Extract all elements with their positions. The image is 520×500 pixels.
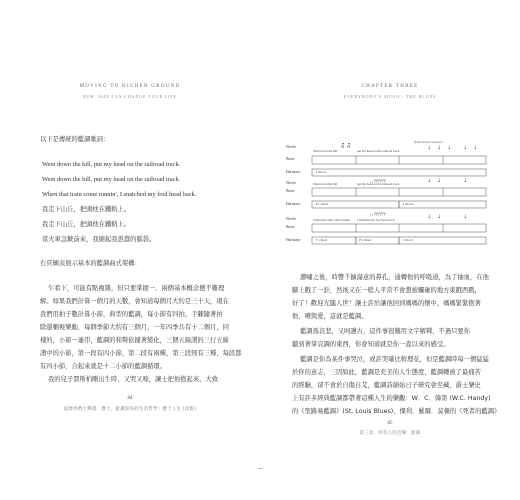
lyric-line-cn: 當火車急駛前來，我縮起我愚蠢的腦袋。 — [42, 236, 156, 243]
page-number: 85 — [387, 421, 393, 426]
row-label-beats: Beats — [286, 189, 295, 193]
quarter-note-icon: ♩ — [464, 178, 467, 184]
quarter-note-icon: ♩ — [438, 178, 441, 184]
lyric-cell: Went down the hill — [313, 182, 338, 186]
lyric-cell: When that train come runnin' — [313, 218, 351, 222]
body-line: 除還輔視樂動，每個季節大約有三個月，一年四季共有十二個月，同 — [40, 324, 229, 331]
body-line: 我們用拍子數計算小節，典型的藍調，每小節有四拍，手腳隨著拍 — [40, 311, 223, 318]
lyric-cell: put my head on the railroad track — [357, 182, 400, 186]
chord-cell: I chord — [403, 238, 413, 242]
quarter-note-icon: ♩ — [448, 145, 451, 151]
body-line: 腳上戳了一針，然後又在一般人平常不會想被觸碰的地方東戳西戳， — [292, 287, 481, 294]
body-line: 的經驗，卻不會於自傷自艾，藍調詩韻始日子研究會至藏，爵士樂史 — [292, 382, 481, 389]
lyric-line-en: Went down the hill, put my head on the railroad track. — [42, 161, 181, 168]
body-line: 我的兒子賈斯柏剛出生時，又哭又嚎，讓士把他抱起來，大致 — [48, 376, 219, 383]
body-line: 他，噴與愛，這就是藍調。 — [292, 313, 368, 320]
row-label-words: Words — [286, 181, 296, 185]
page-footer: 第三章．所有人的音樂：藍調 — [359, 431, 421, 436]
quarter-note-icon: ♩ — [464, 145, 467, 151]
lyric-line-cn: 我走下山丘，把頭枕在鐵軌上。 — [42, 221, 131, 228]
eighth-notes-icon: ♫ — [340, 143, 345, 149]
chord-cell: IV chord — [359, 238, 372, 242]
body-line: 藍調爲哀悲，又呵護古，這件事很難用文字解釋，不過只要你 — [300, 328, 471, 335]
gutter-mark — [258, 468, 263, 469]
quarter-note-icon: ♩ — [438, 214, 441, 220]
lyric-cell: I snatched my fool head back — [357, 218, 395, 222]
lyric-cell: Went down the hill — [313, 149, 338, 153]
chapter-label: CHAPTER THREE — [361, 84, 419, 89]
chord-cell: V chord — [316, 238, 327, 242]
body-line: 解。如果我們計算一個月的天數，會知道每個月大約是三十天，現在 — [40, 298, 229, 305]
chord-cell: I chord — [316, 170, 326, 174]
body-line: 乍看下，可能有點複雜，但只要掌握一、兩個基本概念便不難理 — [48, 285, 225, 292]
row-label-harmony: Harmony — [286, 170, 301, 174]
row-label-words: Words — [286, 217, 296, 221]
body-line: 譜中的小節，第一段有四小節，第二段有兩種，第三段則有三種，每段都 — [40, 350, 242, 357]
page-number: 84 — [127, 396, 133, 401]
body-line: 有四小節，合起來就是十二小節的藍調循環。 — [40, 363, 166, 370]
quarter-note-icon: ♩ — [438, 145, 441, 151]
body-line: 聽到著掌哀調的東西，你會知道就是你一直以來的感受。 — [292, 341, 450, 348]
body-line: 上有許多經典藍調都帶著這種人生的樂觀：W．C．韓第 (W.C. Handy) — [292, 395, 491, 402]
chapter-title: EVERYBODY'S MUSIC: THE BLUES — [343, 94, 437, 99]
body-line: 的《聖路易藍調》(St. Louis Blues)、傑利．羅爾．莫頓的《死者的藍調》 — [292, 408, 501, 415]
row-label-words: Words — [286, 145, 296, 149]
body-line: 好了！歡迎光臨人世！讓士許於讓他回到媽媽的懷中，媽媽緊緊抱著 — [292, 300, 481, 307]
right-running-head — [260, 84, 520, 99]
intro-paragraph: 以下是傳統的藍調歌詞： — [40, 136, 110, 143]
body-line: 濃嘯之後，時響千擴滿意的鼻孔，通轉他的呼吸道，為了抽血，在他 — [300, 274, 489, 281]
quarter-note-icon: ♩ — [474, 145, 477, 151]
row-label-beats: Beats — [286, 225, 295, 229]
body-line: 樣的，小節一連串，藍調的和聲依據著變化，三個五線譜的三行五線 — [40, 337, 229, 344]
eighth-notes-icon: ♫ — [346, 143, 351, 149]
lyric-line-en: Went down the hill, put my head on the railroad track. — [42, 176, 181, 183]
instrumental-callout: (Instrumental response) — [414, 140, 443, 144]
row-label-beats: Beats — [286, 157, 295, 161]
lyric-cell: put my head on the railroad track — [357, 149, 400, 153]
repeat-label: repeat line — [374, 212, 386, 215]
quarter-note-icon: ♩ — [428, 178, 431, 184]
chord-cell: IV chord — [316, 202, 329, 206]
quarter-note-icon: ♩ — [464, 214, 467, 220]
lyric-line-cn: 我走下山丘，把頭枕在鐵軌上。 — [42, 206, 131, 213]
chord-cell: I chord — [403, 202, 413, 206]
book-subtitle: HOW JAZZ CAN CHANGE YOUR LIFE — [82, 94, 178, 99]
repeat-label: repeat line — [374, 179, 386, 182]
quarter-note-icon: ♩ — [428, 145, 431, 151]
chart-caption: 右頁圖表展示基本的藍調曲式架構： — [40, 260, 141, 267]
lyric-line-en: When that train come runnin', I snatched my fool head back. — [42, 191, 197, 198]
book-title: MOVING TO HIGHER GROUND — [79, 84, 181, 89]
body-line: 於你的意志，三因如此，藍調是充美的人生態度，藍調轉被了最痛苦 — [292, 369, 481, 376]
row-label-harmony: Harmony — [286, 202, 301, 206]
row-label-harmony: Harmony — [286, 238, 301, 242]
body-line: 藍調是你為某件事哭泣，或許哭確比較理花，但是藍調時每一個猛猛 — [300, 356, 489, 363]
blues-form-chart — [286, 140, 488, 254]
page-footer: 提摩西爵士樂派．爵士、藍調與你的生活哲學｜爵士人生 (改版) — [63, 407, 197, 412]
quarter-note-icon: ♩ — [428, 214, 431, 220]
left-running-head — [0, 84, 260, 99]
